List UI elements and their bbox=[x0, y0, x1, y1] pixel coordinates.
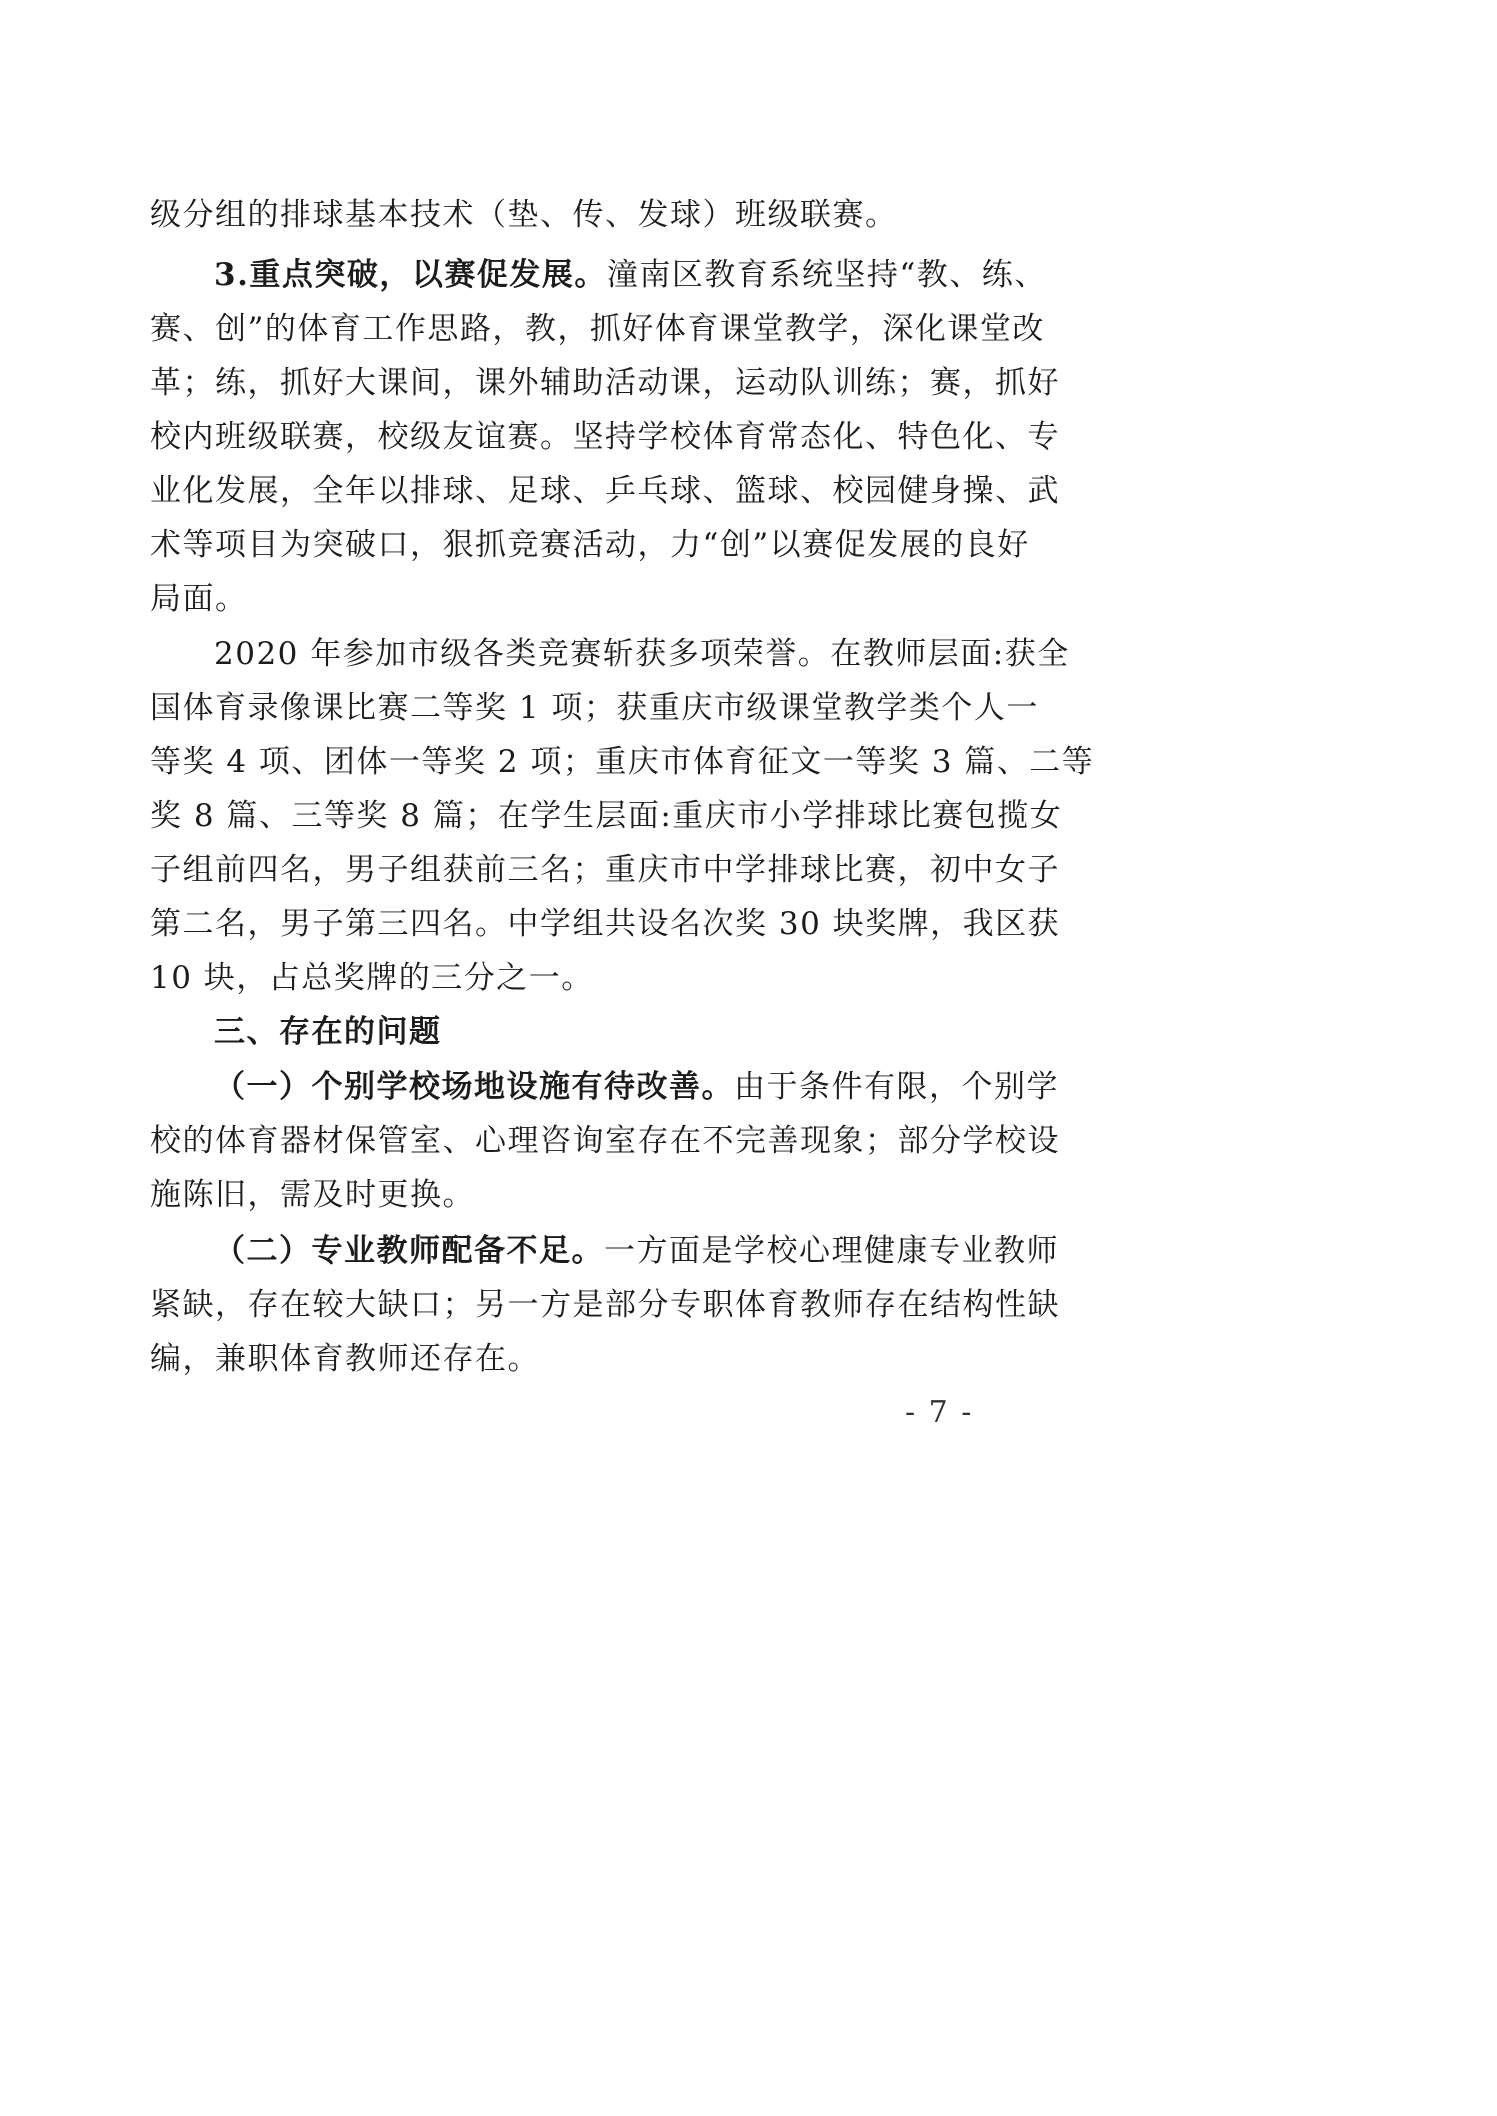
line-text: 紧缺，存在较大缺口；另一方是部分专职体育教师存在结构性缺 bbox=[150, 1287, 1060, 1323]
line-text: 级分组的排球基本技术（垫、传、发球）班级联赛。 bbox=[150, 197, 898, 233]
subheading-bold: （二）专业教师配备不足。 bbox=[214, 1233, 604, 1269]
paragraph-line bbox=[150, 527, 1030, 563]
line-text: 奖 8 篇、三等奖 8 篇；在学生层面:重庆市小学排球比赛包揽女 bbox=[150, 798, 1063, 834]
line-text: 10 块，占总奖牌的三分之一。 bbox=[150, 960, 594, 996]
paragraph-line bbox=[150, 581, 970, 617]
paragraph-heading-line bbox=[214, 1233, 1059, 1269]
line-text: 国体育录像课比赛二等奖 1 项；获重庆市级课堂教学类个人一 bbox=[150, 690, 1039, 726]
line-text: 赛、创”的体育工作思路，教，抓好体育课堂教学，深化课堂改 bbox=[150, 311, 1045, 347]
line-text: 由于条件有限，个别学 bbox=[734, 1069, 1059, 1105]
line-text: 潼南区教育系统坚持“教、练、 bbox=[606, 257, 1047, 293]
paragraph-continuation-line bbox=[150, 197, 970, 233]
paragraph-line bbox=[150, 1287, 1060, 1323]
paragraph-line bbox=[150, 1177, 970, 1213]
line-text: 子组前四名，男子组获前三名；重庆市中学排球比赛，初中女子 bbox=[150, 852, 1060, 888]
paragraph-line bbox=[150, 365, 1060, 401]
paragraph-line bbox=[150, 744, 1095, 780]
paragraph-line bbox=[150, 1341, 970, 1377]
subheading-bold: （一）个别学校场地设施有待改善。 bbox=[214, 1069, 734, 1105]
paragraph-line bbox=[150, 690, 1039, 726]
paragraph-heading-line bbox=[214, 257, 1047, 293]
paragraph-line bbox=[150, 311, 1045, 347]
paragraph-line bbox=[150, 1123, 1060, 1159]
line-text: 业化发展，全年以排球、足球、乒乓球、篮球、校园健身操、武 bbox=[150, 473, 1060, 509]
paragraph-line bbox=[150, 852, 1060, 888]
section-heading-text: 三、存在的问题 bbox=[214, 1014, 442, 1050]
line-text: 编，兼职体育教师还存在。 bbox=[150, 1341, 540, 1377]
line-text: 一方面是学校心理健康专业教师 bbox=[604, 1233, 1059, 1269]
paragraph-line bbox=[214, 636, 1070, 672]
paragraph-line bbox=[150, 960, 970, 996]
paragraph-line bbox=[150, 419, 1060, 455]
line-text: 革；练，抓好大课间，课外辅助活动课，运动队训练；赛，抓好 bbox=[150, 365, 1060, 401]
line-text: 施陈旧，需及时更换。 bbox=[150, 1177, 475, 1213]
line-text: 术等项目为突破口，狠抓竞赛活动，力“创”以赛促发展的良好 bbox=[150, 527, 1030, 563]
section-heading bbox=[214, 1014, 970, 1050]
paragraph-line bbox=[150, 473, 1060, 509]
line-text: 2020 年参加市级各类竞赛斩获多项荣誉。在教师层面:获全 bbox=[214, 636, 1070, 672]
line-text: 校内班级联赛，校级友谊赛。坚持学校体育常态化、特色化、专 bbox=[150, 419, 1060, 455]
paragraph-heading-line bbox=[214, 1069, 1059, 1105]
line-text: 第二名，男子第三四名。中学组共设名次奖 30 块奖牌，我区获 bbox=[150, 906, 1061, 942]
paragraph-line bbox=[150, 906, 1061, 942]
line-text: 校的体育器材保管室、心理咨询室存在不完善现象；部分学校设 bbox=[150, 1123, 1060, 1159]
line-text: 等奖 4 项、团体一等奖 2 项；重庆市体育征文一等奖 3 篇、二等 bbox=[150, 744, 1095, 780]
line-text: 局面。 bbox=[150, 581, 248, 617]
paragraph-line bbox=[150, 798, 1063, 834]
page-number: - 7 - bbox=[905, 1395, 974, 1430]
subheading-bold: 3.重点突破，以赛促发展。 bbox=[214, 257, 607, 293]
